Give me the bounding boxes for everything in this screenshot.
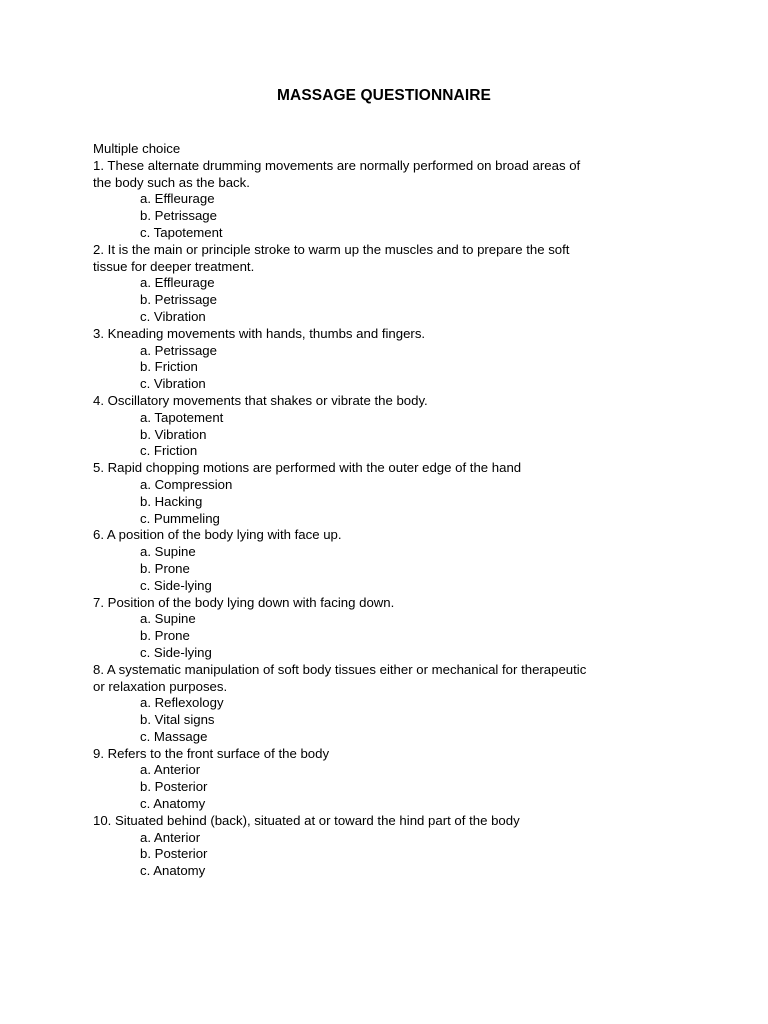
answer-option: c. Side-lying xyxy=(140,577,212,593)
answer-option: b. Vital signs xyxy=(140,712,215,728)
answer-option: a. Compression xyxy=(140,476,233,492)
question-text: the body such as the back. xyxy=(93,174,250,190)
answer-option: c. Anatomy xyxy=(140,796,206,812)
question-text: 5. Rapid chopping motions are performed with the outer edge of the hand xyxy=(93,460,522,476)
answer-options xyxy=(93,762,693,812)
answer-options xyxy=(93,410,693,460)
answer-option: b. Hacking xyxy=(140,493,203,509)
question-item xyxy=(93,242,693,326)
answer-option: b. Prone xyxy=(140,628,190,644)
question-list xyxy=(93,158,693,880)
section-label: Multiple choice xyxy=(93,141,181,156)
answer-options xyxy=(93,191,693,241)
question-text: 6. A position of the body lying with face up. xyxy=(93,527,342,543)
answer-option: a. Tapotement xyxy=(140,409,224,425)
answer-option: a. Petrissage xyxy=(140,342,217,358)
question-text: 4. Oscillatory movements that shakes or vibrate the body. xyxy=(93,392,428,408)
answer-option: a. Effleurage xyxy=(140,191,215,207)
question-text: 7. Position of the body lying down with facing down. xyxy=(93,594,395,610)
answer-option: a. Effleurage xyxy=(140,275,215,291)
question-text: 8. A systematic manipulation of soft body tissues either or mechanical for therapeutic xyxy=(93,661,587,677)
answer-option: a. Supine xyxy=(140,611,196,627)
answer-option: b. Vibration xyxy=(140,426,207,442)
question-text: or relaxation purposes. xyxy=(93,678,228,694)
question-text: 10. Situated behind (back), situated at or toward the hind part of the body xyxy=(93,812,520,828)
answer-option: c. Massage xyxy=(140,728,208,744)
question-item xyxy=(93,813,693,880)
answer-option: a. Reflexology xyxy=(140,695,224,711)
answer-options xyxy=(93,695,693,745)
question-text: 2. It is the main or principle stroke to warm up the muscles and to prepare the soft xyxy=(93,241,570,257)
question-item xyxy=(93,393,693,460)
answer-option: a. Anterior xyxy=(140,829,201,845)
answer-options xyxy=(93,611,693,661)
question-text: 3. Kneading movements with hands, thumbs and fingers. xyxy=(93,325,426,341)
answer-option: b. Posterior xyxy=(140,779,208,795)
question-item xyxy=(93,527,693,594)
answer-options xyxy=(93,343,693,393)
answer-options xyxy=(93,477,693,527)
answer-option: c. Vibration xyxy=(140,376,206,392)
answer-option: c. Side-lying xyxy=(140,644,212,660)
answer-option: b. Petrissage xyxy=(140,292,217,308)
answer-option: b. Petrissage xyxy=(140,208,217,224)
question-item xyxy=(93,326,693,393)
answer-options xyxy=(93,275,693,325)
document-title: MASSAGE QUESTIONNAIRE xyxy=(277,87,491,104)
question-text: tissue for deeper treatment. xyxy=(93,258,255,274)
answer-option: a. Anterior xyxy=(140,762,201,778)
question-item xyxy=(93,746,693,813)
question-text: 1. These alternate drumming movements are normally performed on broad areas of xyxy=(93,157,581,173)
question-item xyxy=(93,158,693,242)
answer-options xyxy=(93,830,693,880)
answer-option: c. Vibration xyxy=(140,308,206,324)
answer-option: b. Friction xyxy=(140,359,198,375)
answer-options xyxy=(93,544,693,594)
questionnaire-body xyxy=(93,141,693,880)
answer-option: c. Anatomy xyxy=(140,863,206,879)
question-item xyxy=(93,595,693,662)
answer-option: b. Prone xyxy=(140,560,190,576)
question-text: 9. Refers to the front surface of the body xyxy=(93,745,330,761)
answer-option: c. Pummeling xyxy=(140,510,220,526)
answer-option: a. Supine xyxy=(140,544,196,560)
answer-option: c. Tapotement xyxy=(140,224,223,240)
question-item xyxy=(93,460,693,527)
question-item xyxy=(93,662,693,746)
answer-option: b. Posterior xyxy=(140,846,208,862)
answer-option: c. Friction xyxy=(140,443,198,459)
